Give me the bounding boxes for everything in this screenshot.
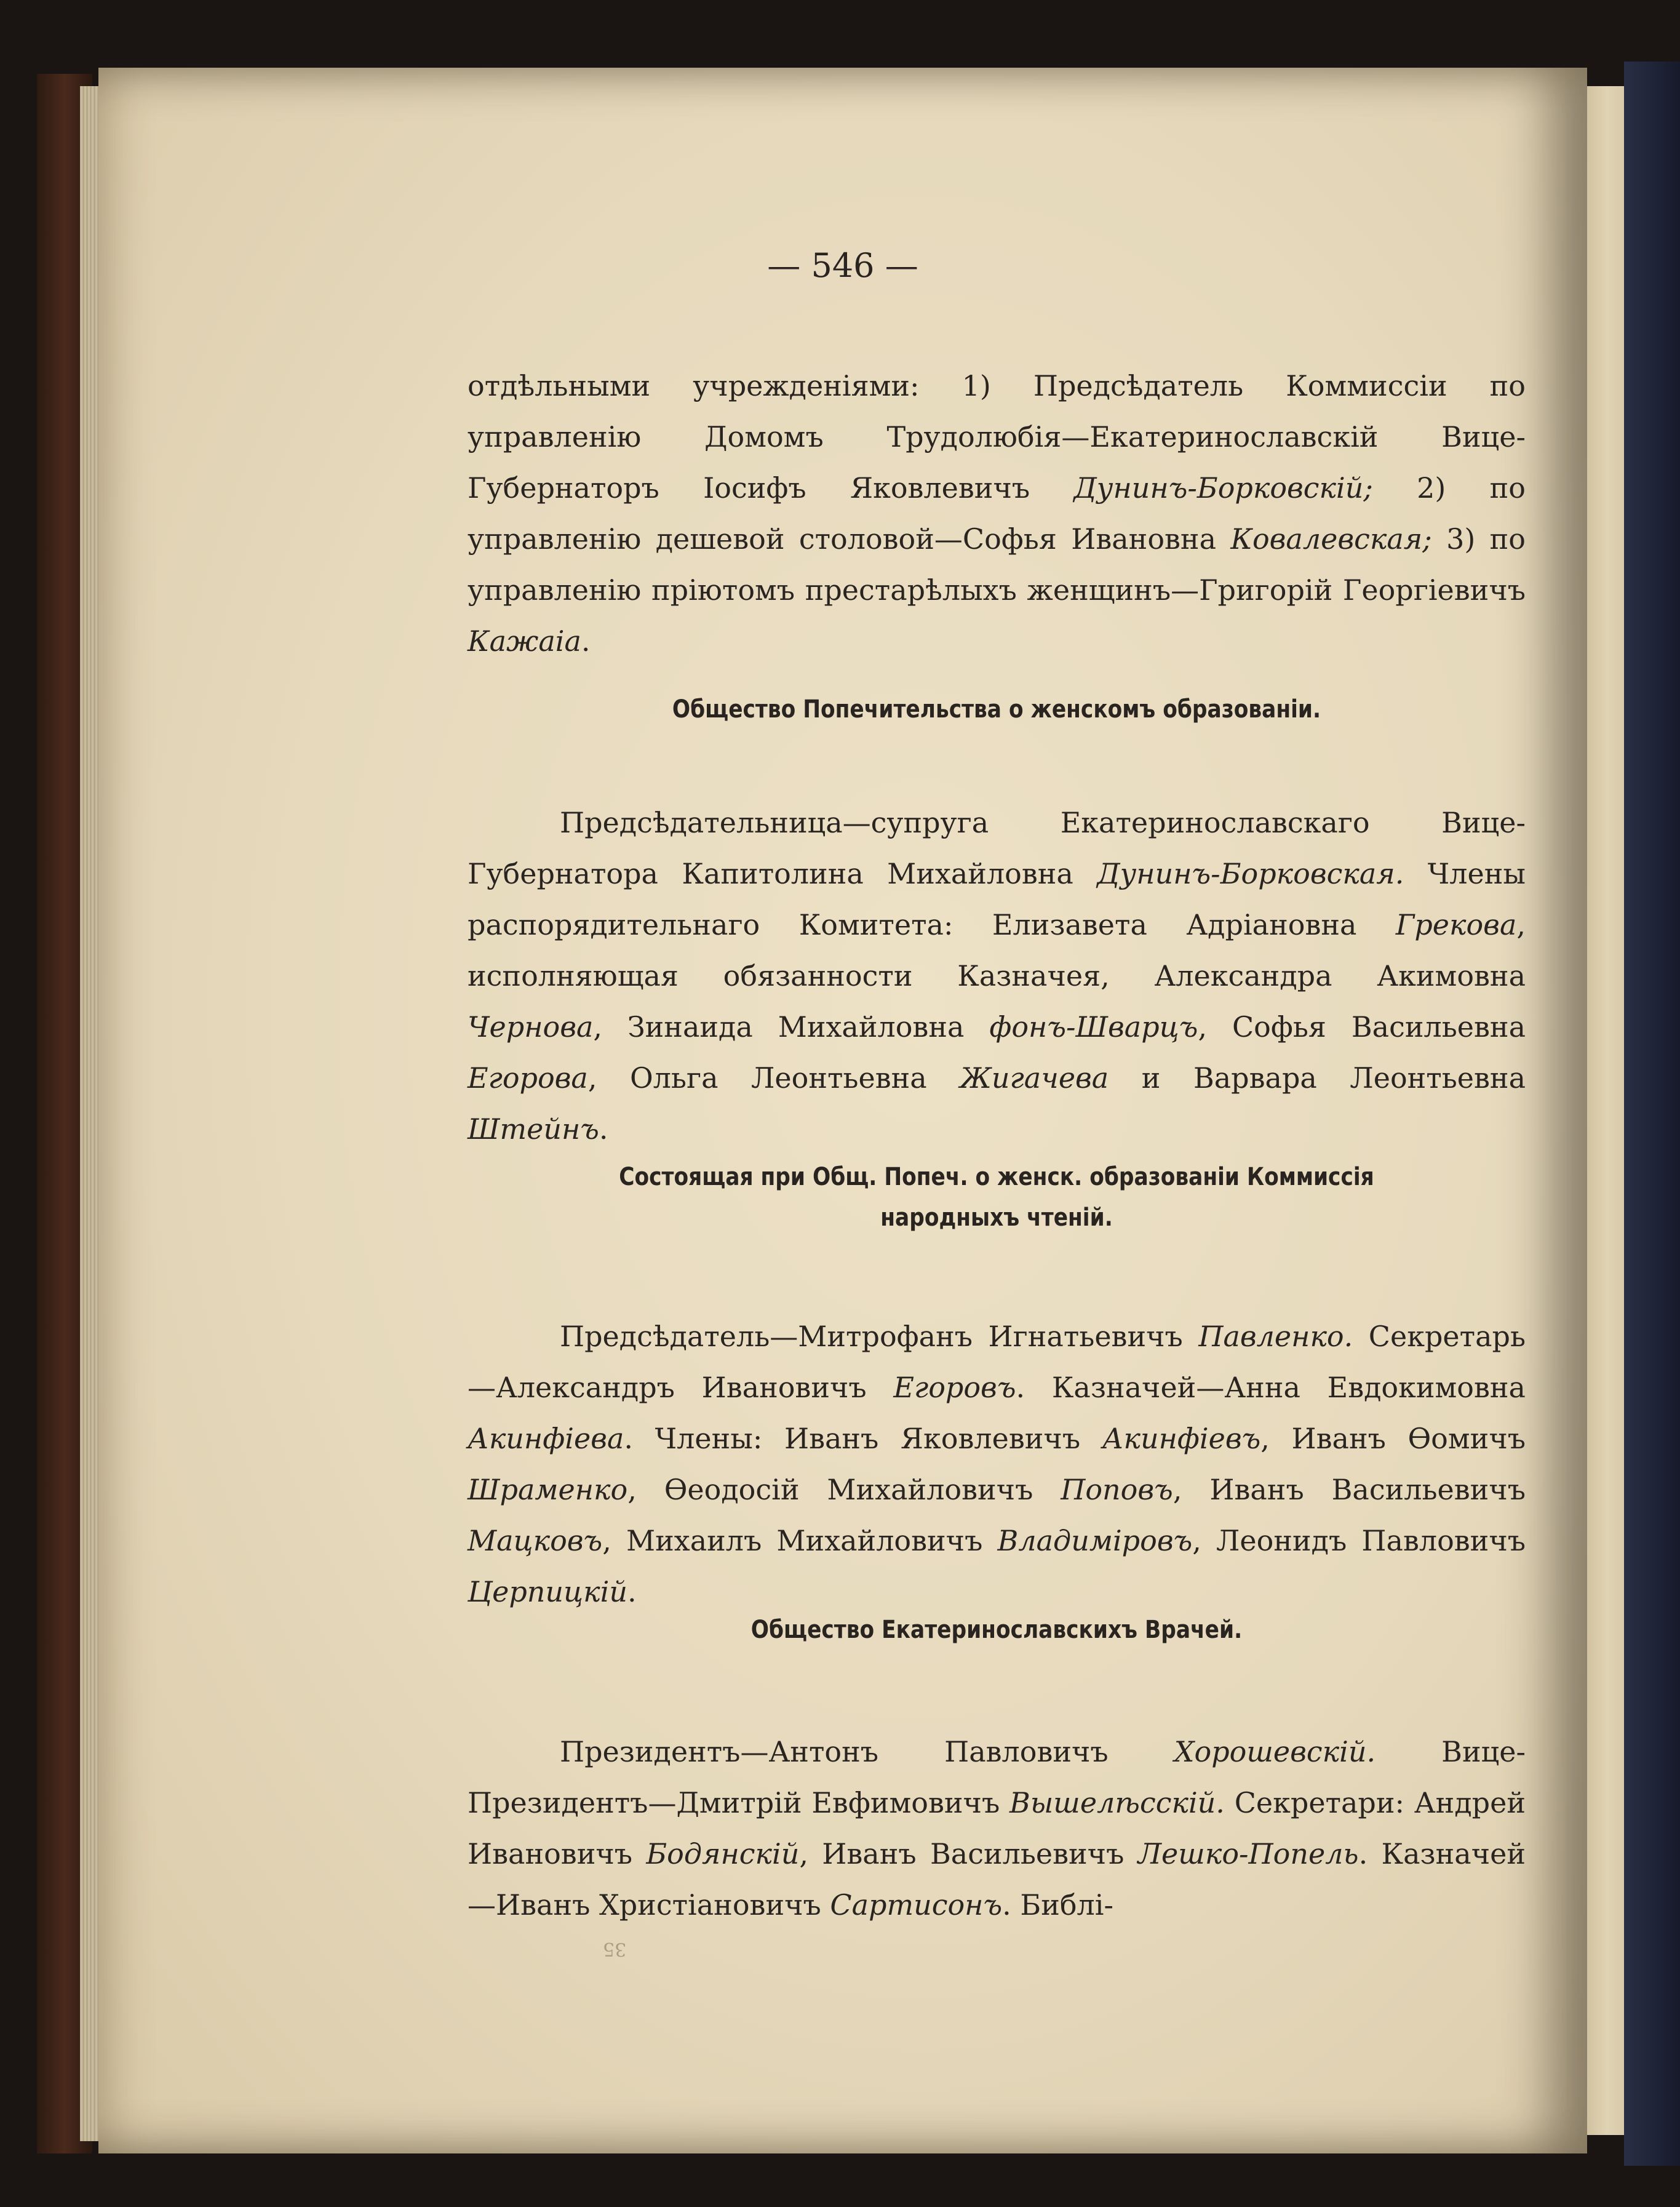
surname: Мацковъ [468, 1524, 603, 1557]
surname: Лешко-Попель [1137, 1837, 1359, 1870]
page-number: — 546 — [767, 246, 918, 285]
text-run: и Варвара Леонтьевна [1109, 1061, 1526, 1095]
text-run: 3) по управленію пріютомъ престарѣлыхъ женщинъ—Григорій Георгіевичъ [468, 522, 1526, 607]
paragraph-womens-education [468, 797, 1526, 1155]
text-run: Секретари: Андрей Ивановичъ [468, 1786, 1526, 1870]
surname: Ковалевская; [1230, 522, 1432, 556]
text-run: Вице-Президентъ—Дмитрій Евфимовичъ [468, 1735, 1526, 1819]
text-run: . Библі- [1002, 1888, 1114, 1922]
text-run: , Ѳеодосій Михайловичъ [627, 1473, 1061, 1506]
paragraph-readings-commission [468, 1311, 1526, 1618]
paragraph-institutions [468, 361, 1526, 667]
text-run: Предсѣдатель—Митрофанъ Игнатьевичъ [560, 1320, 1199, 1353]
surname: Егоровъ [893, 1371, 1016, 1404]
text-run: . Казначей—Анна Евдокимовна [1016, 1371, 1526, 1404]
text-run: , Зинаида Михайловна [593, 1010, 990, 1044]
text-run: , Иванъ Васильевичъ [1172, 1473, 1526, 1506]
surname: Церпицкій [468, 1575, 627, 1608]
text-run: Предсѣдательница—супруга Екатеринославскаго Вице-Губернатора Капитолина Михайловна [468, 806, 1526, 890]
surname: Шраменко [468, 1473, 628, 1506]
text-run: , Иванъ Васильевичъ [799, 1837, 1138, 1870]
surname: Бодянскій [646, 1837, 800, 1870]
surname: Акинфіева [468, 1422, 624, 1455]
text-run: . [581, 625, 591, 658]
text-run: , Иванъ Ѳомичъ [1260, 1422, 1526, 1455]
text-run: . [599, 1112, 608, 1146]
surname: Владиміровъ [997, 1524, 1193, 1557]
surname: фонъ-Шварцъ [989, 1010, 1198, 1044]
text-run: , Леонидъ Павловичъ [1192, 1524, 1526, 1557]
text-run: Секретарь—Александръ Ивановичъ [468, 1320, 1526, 1404]
surname: Штейнъ [468, 1112, 599, 1146]
text-run: , Ольга Леонтьевна [587, 1061, 960, 1095]
text-run: , Софья Васильевна [1198, 1010, 1526, 1044]
surname: Поповъ [1061, 1473, 1173, 1506]
text-run: . [627, 1575, 637, 1608]
book-cover-right [1624, 62, 1680, 2166]
heading-line: народныхъ чтеній. [880, 1203, 1113, 1232]
heading-readings-commission [541, 1157, 1451, 1238]
text-run: 2) по управленію дешевой столовой—Софья Ивановна [468, 471, 1526, 556]
text-run: отдѣльными учрежденіями: 1) Предсѣдатель Коммиссіи по управленію Домомъ Трудолюбія—Екатеринославскій Вице-Губернаторъ Іосифъ Яковлевичъ [468, 369, 1526, 505]
surname: Жигачева [960, 1061, 1109, 1095]
surname: Акинфіевъ [1102, 1422, 1261, 1455]
text-run: , исполняющая обязанности Казначея, Александра Акимовна [468, 908, 1526, 992]
surname: Хорошевскій. [1174, 1735, 1376, 1768]
surname: Кажаіа [468, 625, 581, 658]
surname: Дунинъ-Борковскій; [1073, 471, 1373, 505]
signature-mark: 35 [603, 1938, 627, 1960]
heading-womens-education: Общество Попечительства о женскомъ образованіи. [672, 695, 1321, 724]
surname: Грекова [1395, 908, 1517, 941]
text-run: Члены распорядительнаго Комитета: Елизавета Адріановна [468, 857, 1526, 941]
text-run: Президентъ—Антонъ Павловичъ [560, 1735, 1174, 1768]
surname: Сартисонъ [830, 1888, 1003, 1922]
surname: Дунинъ-Борковская. [1097, 857, 1404, 890]
text-run: . Члены: Иванъ Яковлевичъ [624, 1422, 1102, 1455]
surname: Егорова [468, 1061, 588, 1095]
surname: Чернова [468, 1010, 594, 1044]
text-run: , Михаилъ Михайловичъ [602, 1524, 998, 1557]
text-run: . Казначей—Иванъ Христіановичъ [468, 1837, 1526, 1922]
book-page [98, 68, 1587, 2153]
heading-line: Состоящая при Общ. Попеч. о женск. образованіи Коммиссія [619, 1163, 1374, 1191]
surname: Вышелѣсскій. [1009, 1786, 1225, 1819]
paragraph-physicians-society [468, 1726, 1526, 1931]
surname: Павленко. [1198, 1320, 1353, 1353]
heading-physicians-society: Общество Екатеринославскихъ Врачей. [750, 1616, 1243, 1644]
